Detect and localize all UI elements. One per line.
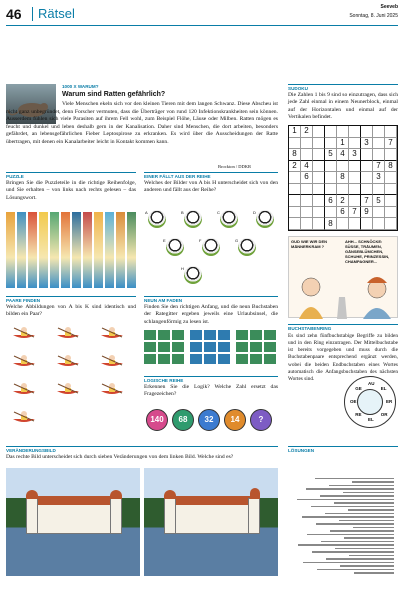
sudoku-cell	[301, 138, 313, 150]
einer-rule	[144, 172, 278, 173]
sudoku-cell	[313, 184, 325, 196]
neun-grids	[144, 330, 278, 370]
sudoku-cell: 2	[337, 195, 349, 207]
letter-grid-cell	[158, 354, 170, 364]
sudoku-rule	[288, 84, 398, 85]
number-bubble: 32	[198, 409, 220, 431]
letter-grid-cell	[250, 354, 262, 364]
sudoku-cell	[289, 218, 301, 230]
solutions-block	[288, 458, 398, 576]
sudoku-cell	[325, 161, 337, 173]
zebra-icon	[202, 238, 220, 256]
canoe-icon	[12, 326, 36, 340]
letter-grid-cell	[264, 354, 276, 364]
puzzle-label: PUZZLE	[6, 174, 24, 179]
sudoku-cell	[385, 172, 397, 184]
zebra-icon	[166, 238, 184, 256]
letter-grid-cell	[158, 330, 170, 340]
zebra-letter: B	[181, 210, 184, 215]
letter-grid-cell	[236, 330, 248, 340]
sudoku-cell	[349, 218, 361, 230]
sudoku-cell: 3	[361, 138, 373, 150]
puzzle-rule	[6, 172, 136, 173]
letter-grid-cell	[236, 342, 248, 352]
sudoku-cell: 8	[385, 161, 397, 173]
sudoku-cell	[373, 207, 385, 219]
loesungen-label: LÖSUNGEN	[288, 448, 315, 453]
sudoku-grid	[288, 125, 398, 231]
sudoku-cell	[301, 184, 313, 196]
sudoku-cell	[373, 149, 385, 161]
ring-rule	[288, 324, 398, 325]
solution-line	[348, 510, 394, 512]
sudoku-cell: 7	[361, 195, 373, 207]
veraenderung-rule	[6, 446, 278, 447]
solution-line	[343, 492, 394, 494]
einer-instructions: Welches der Bilder von A bis H unterscheidet sich von den anderen und fällt aus der Reihe?	[144, 179, 278, 194]
solution-line	[325, 513, 394, 515]
sudoku-cell	[313, 172, 325, 184]
canoe-icon	[12, 410, 36, 424]
canoe-icon	[12, 354, 36, 368]
sudoku-cell: 7	[373, 161, 385, 173]
sudoku-cell: 9	[361, 207, 373, 219]
ring-pair: EL	[368, 417, 374, 422]
letter-grid-cell	[218, 330, 230, 340]
letter-grid-cell	[204, 330, 216, 340]
rat-credit: Brockton / DDKR	[218, 164, 251, 169]
zebra-letter: A	[145, 210, 148, 215]
sudoku-cell	[325, 207, 337, 219]
sudoku-cell	[349, 126, 361, 138]
sudoku-cell	[313, 195, 325, 207]
puzzle-strip	[105, 212, 114, 288]
neun-instructions: Finden Sie den richtigen Anfang, und die neun Buchstaben der Rategitter ergeben jeweils eine Urlaubsinsel, die schlangenförmig zu lesen ist.	[144, 303, 278, 325]
section-title: Rätsel	[38, 6, 75, 21]
cartoon	[288, 236, 398, 318]
sudoku-cell	[313, 218, 325, 230]
logik-instructions: Erkennen Sie die Logik? Welche Zahl ersetzt das Fragezeichen?	[144, 383, 278, 398]
rat-kicker: 1000 X WARUM?	[62, 84, 99, 89]
letter-grid-cell	[172, 330, 184, 340]
sudoku-cell	[337, 126, 349, 138]
puzzle-strip	[94, 212, 103, 288]
sudoku-cell	[313, 207, 325, 219]
solution-line	[317, 569, 394, 571]
solution-line	[303, 562, 394, 564]
sudoku-cell	[385, 184, 397, 196]
issue-date: Sonntag, 8. Juni 2025	[349, 13, 398, 19]
sudoku-label: SUDOKU	[288, 86, 308, 91]
sudoku-cell: 4	[337, 149, 349, 161]
sudoku-cell: 6	[325, 195, 337, 207]
sudoku-cell	[349, 138, 361, 150]
zebra-letter: E	[163, 238, 166, 243]
letter-grid-cell	[144, 342, 156, 352]
canoe-icon	[100, 326, 124, 340]
letter-grid-cell	[190, 330, 202, 340]
sudoku-cell: 5	[325, 149, 337, 161]
sudoku-cell: 2	[301, 126, 313, 138]
puzzle-strip	[6, 212, 15, 288]
sudoku-cell	[301, 195, 313, 207]
solution-line	[354, 573, 394, 575]
logik-rule	[144, 376, 278, 377]
letter-grid-cell	[172, 354, 184, 364]
solution-line	[302, 517, 394, 519]
letter-grid-cell	[172, 342, 184, 352]
zebra-letter: G	[235, 238, 239, 243]
canoe-grid	[6, 322, 136, 442]
number-bubble: 140	[146, 409, 168, 431]
sudoku-cell: 7	[385, 138, 397, 150]
solution-line	[312, 552, 394, 554]
sudoku-cell: 5	[373, 195, 385, 207]
sudoku-cell	[325, 184, 337, 196]
zebra-letter: D	[253, 210, 256, 215]
letter-grid-cell	[264, 330, 276, 340]
number-bubble: 68	[172, 409, 194, 431]
ring-pair: EL	[380, 386, 387, 392]
sudoku-cell	[325, 172, 337, 184]
solution-line	[352, 482, 394, 484]
sudoku-cell: 8	[337, 172, 349, 184]
sudoku-cell	[289, 138, 301, 150]
letter-ring	[344, 376, 396, 428]
sudoku-cell	[301, 149, 313, 161]
sudoku-cell	[325, 126, 337, 138]
puzzle-strip	[17, 212, 26, 288]
solution-line	[315, 478, 394, 480]
letter-grid-cell	[158, 342, 170, 352]
letter-grid	[236, 330, 276, 370]
rat-title: Warum sind Ratten gefährlich?	[62, 90, 166, 98]
letter-grid-cell	[218, 354, 230, 364]
puzzle-strip	[28, 212, 37, 288]
sudoku-cell	[313, 149, 325, 161]
sudoku-cell	[313, 161, 325, 173]
neun-label: NEUN AM FADEN	[144, 298, 183, 303]
sudoku-cell: 7	[349, 207, 361, 219]
header-divider	[32, 7, 33, 21]
zebra-letter: C	[217, 210, 220, 215]
solution-line	[349, 555, 394, 557]
sudoku-cell: 3	[373, 172, 385, 184]
letter-grid-cell	[144, 354, 156, 364]
solution-line	[344, 538, 394, 540]
sudoku-cell	[373, 218, 385, 230]
sudoku-cell	[349, 172, 361, 184]
puzzle-strip	[127, 212, 136, 288]
cartoon-text-left: GUD WIE WIR DEN MÄNNERKRAM ?	[291, 239, 327, 249]
canoe-icon	[100, 354, 124, 368]
rat-body: Viele Menschen ekeln sich vor den kleinen Tieren mit dem langen Schwanz. Diese Abscheu ist nicht ganz unbegründet, denn Forscher vermuten, dass die Überträger von rund 120 Infektionskrankheiten sein können. Ausserdem fühlen sich viele Parasiten auf ihrem Fell wohl, zum Beispiel Flöhe, Läuse oder Milben. Ratten mögen es feucht und dunkel und leben deshalb gern in der Kanalisation. Daher sind Menschen, die dort arbeiten, besonders gefährdet, an lebensgefährlichen Fieber Leptospirose zu erkranken. Es wird über die Ausscheidungen der Ratte übertragen, mit denen ein Kanalarbeiter leicht in Kontakt kommen kann.	[6, 101, 278, 145]
sudoku-cell	[349, 184, 361, 196]
sudoku-cell	[361, 149, 373, 161]
loesungen-rule	[288, 446, 398, 447]
sudoku-cell	[361, 126, 373, 138]
solution-line	[298, 545, 394, 547]
zebra-icon	[238, 238, 256, 256]
solution-line	[307, 534, 394, 536]
cartoon-text-right: AHH... SCHNÖCKE: SÜSSE, TRÄUMEN, GÄNSEBLÜMCHEN, SCHUHE, PRINZESSIN, CHAMPAGNER...	[345, 239, 390, 264]
number-bubble: 14	[224, 409, 246, 431]
sudoku-cell	[337, 184, 349, 196]
solution-line	[335, 548, 394, 550]
canoe-icon	[56, 354, 80, 368]
puzzle-strip	[39, 212, 48, 288]
letter-grid-cell	[204, 354, 216, 364]
sudoku-cell	[385, 149, 397, 161]
letter-grid-cell	[190, 342, 202, 352]
canoe-icon	[100, 382, 124, 396]
rat-article	[62, 84, 276, 100]
header-rule	[6, 25, 398, 26]
puzzle-strip	[116, 212, 125, 288]
sudoku-instructions: Die Zahlen 1 bis 9 sind so einzutragen, dass sich jede Zahl einmal in einem Neunerblock, einmal auf der Horizontalen und einmal auf der Vertikalen befindet.	[288, 91, 398, 121]
sudoku-cell	[361, 161, 373, 173]
canoe-icon	[56, 382, 80, 396]
sudoku-cell	[349, 195, 361, 207]
sudoku-cell	[313, 126, 325, 138]
solution-line	[306, 489, 394, 491]
solution-line	[311, 506, 394, 508]
ring-pair: AU	[368, 381, 375, 386]
letter-grid-cell	[264, 342, 276, 352]
zebra-letter: F	[199, 238, 202, 243]
sudoku-cell	[373, 138, 385, 150]
canoe-icon	[56, 326, 80, 340]
sudoku-cell	[349, 161, 361, 173]
zebra-icon	[220, 210, 238, 228]
letter-grid-cell	[250, 342, 262, 352]
solution-line	[340, 566, 394, 568]
page-number: 46	[6, 6, 22, 22]
zebra-letter: H	[181, 266, 184, 271]
letter-grid-cell	[250, 330, 262, 340]
puzzle-image	[6, 212, 136, 288]
sudoku-cell	[361, 218, 373, 230]
veraenderung-label: VERÄNDERUNGSBILD	[6, 448, 56, 453]
sudoku-cell	[385, 207, 397, 219]
sudoku-cell: 8	[325, 218, 337, 230]
sudoku-cell	[289, 184, 301, 196]
ring-pair: RE	[355, 411, 362, 417]
letter-grid-cell	[218, 342, 230, 352]
sudoku-cell	[289, 195, 301, 207]
zebra-icon	[184, 266, 202, 284]
paare-instructions: Welche Abbildungen von A bis K sind identisch und bilden ein Paar?	[6, 303, 136, 318]
solution-line	[321, 541, 394, 543]
paare-rule	[6, 296, 136, 297]
sudoku-cell	[301, 218, 313, 230]
letter-grid	[190, 330, 230, 370]
solution-line	[316, 524, 394, 526]
puzzle-strip	[83, 212, 92, 288]
solution-line	[297, 499, 394, 501]
brand-label: Seeveb	[380, 4, 398, 10]
letter-grid	[144, 330, 184, 370]
solution-line	[329, 485, 394, 487]
sudoku-cell	[373, 184, 385, 196]
letter-grid-cell	[144, 330, 156, 340]
ring-label: BUCHSTABENRING	[288, 326, 332, 331]
sudoku-cell: 6	[301, 172, 313, 184]
solution-line	[339, 520, 394, 522]
sudoku-cell	[325, 138, 337, 150]
zebra-icon	[148, 210, 166, 228]
sudoku-cell: 6	[337, 207, 349, 219]
sudoku-cell	[337, 218, 349, 230]
neun-rule	[144, 296, 278, 297]
sudoku-cell	[289, 207, 301, 219]
sudoku-cell	[373, 126, 385, 138]
ring-pair: OR	[380, 411, 388, 417]
ring-pair: ER	[386, 399, 393, 404]
number-bubbles	[144, 405, 278, 437]
letter-grid-cell	[190, 354, 202, 364]
puzzle-strip	[72, 212, 81, 288]
sudoku-cell	[337, 161, 349, 173]
canoe-icon	[12, 382, 36, 396]
letter-grid-cell	[204, 342, 216, 352]
sudoku-cell	[385, 218, 397, 230]
solution-line	[353, 527, 394, 529]
sudoku-cell	[385, 195, 397, 207]
zebra-grid	[144, 206, 278, 288]
letter-grid-cell	[236, 354, 248, 364]
sudoku-cell	[313, 138, 325, 150]
solution-line	[326, 559, 394, 561]
solution-line	[330, 531, 394, 533]
number-bubble: ?	[250, 409, 272, 431]
sudoku-cell	[361, 184, 373, 196]
castle-image-left	[6, 468, 140, 576]
sudoku-cell	[361, 172, 373, 184]
einer-label: EINER FÄLLT AUS DER REIHE	[144, 174, 211, 179]
solution-line	[334, 503, 394, 505]
sudoku-cell	[289, 172, 301, 184]
cartoon-people-icon	[289, 237, 399, 319]
sudoku-cell	[385, 126, 397, 138]
sudoku-cell: 1	[289, 126, 301, 138]
paare-label: PAARE FINDEN	[6, 298, 41, 303]
sudoku-cell: 8	[289, 149, 301, 161]
zebra-icon	[184, 210, 202, 228]
ring-pair: GE	[355, 386, 362, 392]
sudoku-cell	[301, 207, 313, 219]
solution-line	[320, 496, 394, 498]
puzzle-strip	[50, 212, 59, 288]
puzzle-strip	[61, 212, 70, 288]
veraenderung-instructions: Das rechte Bild unterscheidet sich durch sieben Veränderungen von dem linken Bild. Welche sind es?	[6, 453, 234, 460]
logik-label: LOGISCHE REIHE	[144, 378, 184, 383]
sudoku-cell: 3	[349, 149, 361, 161]
puzzle-instructions: Bringen Sie die Puzzleteile in die richtige Reihenfolge, und Sie erhalten – von links nach rechts gelesen – das Lösungswort.	[6, 179, 136, 201]
zebra-icon	[256, 210, 274, 228]
sudoku-cell: 2	[289, 161, 301, 173]
sudoku-cell: 1	[337, 138, 349, 150]
sudoku-cell: 4	[301, 161, 313, 173]
ring-pair: OE	[350, 399, 357, 404]
ring-instructions: Es sind zehn fünfbuchstabige Begriffe zu bilden und in den Ring einzutragen. Der Mittelbuchstabe ist bereits vorgegeben und muss durch die Buchstabenpaare entsprechend ergänzt werden, wobei die beiden Endbuchstaben eines Wortes automatisch die Anfangsbuchstaben des nächsten Wortes sind.	[288, 333, 398, 382]
castle-image-right	[144, 468, 278, 576]
